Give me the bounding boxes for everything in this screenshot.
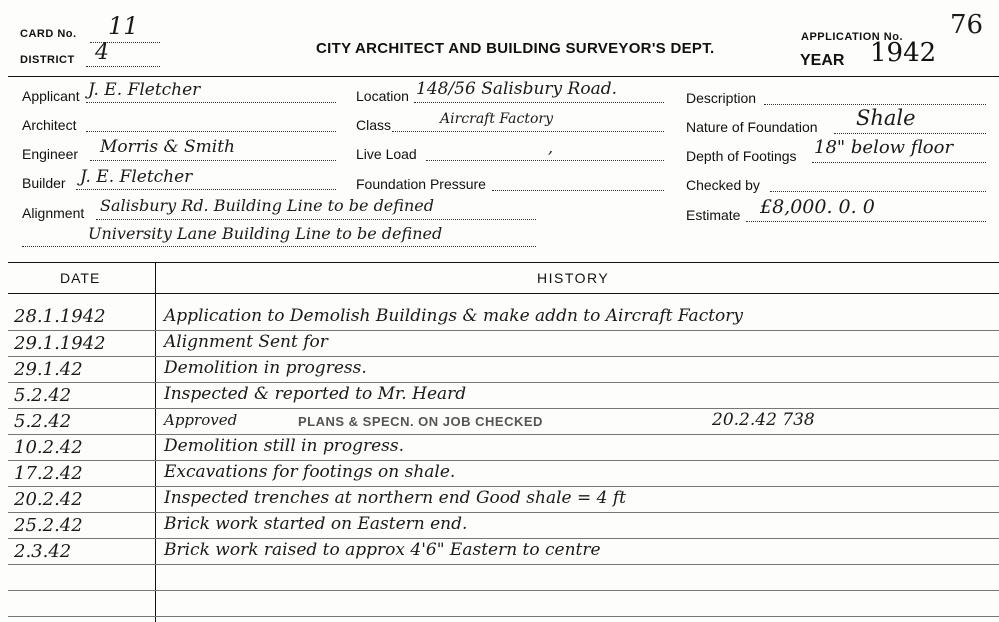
checked-by-rule — [770, 191, 986, 192]
history-rule — [8, 330, 999, 331]
builder-label: Builder — [22, 175, 66, 191]
history-entry: Demolition still in progress. — [164, 436, 405, 456]
location-rule — [414, 102, 664, 103]
engineer-rule — [90, 160, 336, 161]
card-number-value: 11 — [108, 12, 139, 40]
history-top-border — [8, 262, 999, 263]
description-label: Description — [686, 90, 757, 106]
history-rule — [8, 512, 999, 513]
live-load-value: , — [548, 138, 554, 157]
district-value: 4 — [95, 40, 109, 65]
history-rule — [8, 460, 999, 461]
builder-value: J. E. Fletcher — [80, 167, 193, 187]
history-entry: Inspected trenches at northern end Good shale = 4 ft — [164, 488, 626, 508]
history-rule — [8, 356, 999, 357]
applicant-label: Applicant — [22, 88, 80, 104]
builder-rule — [76, 189, 336, 190]
history-rule — [8, 590, 999, 591]
alignment-value: Salisbury Rd. Building Line to be defined — [100, 196, 434, 215]
estimate-value: £8,000. 0. 0 — [760, 196, 875, 218]
history-rule — [8, 616, 999, 617]
history-date: 25.2.42 — [14, 515, 83, 536]
foundation-pressure-rule — [492, 190, 664, 191]
department-title: CITY ARCHITECT AND BUILDING SURVEYOR'S DEPT. — [316, 40, 715, 57]
estimate-rule — [746, 221, 986, 222]
estimate-label: Estimate — [686, 207, 741, 223]
history-entry: Brick work raised to approx 4'6" Eastern to centre — [164, 540, 601, 560]
alignment-value-line2: University Lane Building Line to be defined — [88, 224, 443, 243]
history-date: 29.1.1942 — [14, 333, 106, 354]
engineer-value: Morris & Smith — [100, 137, 235, 157]
applicant-value: J. E. Fletcher — [88, 80, 201, 100]
applicant-rule — [86, 102, 336, 103]
alignment-label: Alignment — [22, 205, 85, 221]
depth-of-footings-label: Depth of Footings — [686, 148, 797, 164]
history-rule — [8, 564, 999, 565]
depth-of-footings-value: 18" below floor — [814, 137, 954, 158]
engineer-label: Engineer — [22, 146, 79, 162]
architect-rule — [86, 131, 336, 132]
card-number-label: CARD No. — [20, 28, 77, 40]
history-header-divider — [8, 293, 999, 294]
history-date: 5.2.42 — [14, 411, 72, 432]
history-entry-after-stamp: 20.2.42 738 — [712, 410, 815, 430]
history-entry: Brick work started on Eastern end. — [164, 514, 468, 534]
history-rule — [8, 434, 999, 435]
location-label: Location — [356, 88, 409, 104]
history-date: 10.2.42 — [14, 437, 83, 458]
class-value: Aircraft Factory — [440, 111, 554, 127]
history-entry: Application to Demolish Buildings & make addn to Aircraft Factory — [164, 306, 744, 326]
plans-checked-stamp: PLANS & SPECN. ON JOB CHECKED — [298, 414, 543, 429]
header-divider — [8, 76, 999, 77]
history-entry: Approved — [164, 411, 238, 429]
history-date: 28.1.1942 — [14, 306, 106, 327]
depth-of-footings-rule — [812, 162, 986, 163]
application-number-value: 76 — [950, 10, 984, 40]
history-rule — [8, 486, 999, 487]
history-entry: Excavations for footings on shale. — [164, 462, 456, 482]
class-label: Class — [356, 117, 392, 133]
history-date: 2.3.42 — [14, 541, 72, 562]
history-date: 20.2.42 — [14, 489, 83, 510]
checked-by-label: Checked by — [686, 177, 760, 193]
history-rule — [8, 408, 999, 409]
year-label: YEAR — [800, 52, 845, 69]
date-column-header: DATE — [60, 270, 101, 286]
architect-label: Architect — [22, 117, 77, 133]
nature-of-foundation-value: Shale — [856, 106, 916, 130]
live-load-rule — [426, 160, 664, 161]
year-value: 1942 — [870, 38, 937, 68]
history-date: 17.2.42 — [14, 463, 83, 484]
date-history-separator — [155, 262, 156, 622]
history-column-header: HISTORY — [537, 270, 610, 286]
district-rule — [86, 66, 160, 67]
history-date: 5.2.42 — [14, 385, 72, 406]
live-load-label: Live Load — [356, 146, 417, 162]
location-value: 148/56 Salisbury Road. — [416, 79, 618, 99]
description-rule — [764, 104, 986, 105]
history-entry: Demolition in progress. — [164, 358, 367, 378]
history-entry: Alignment Sent for — [164, 332, 328, 352]
class-rule — [392, 131, 664, 132]
nature-of-foundation-rule — [834, 133, 986, 134]
foundation-pressure-label: Foundation Pressure — [356, 176, 486, 192]
nature-of-foundation-label: Nature of Foundation — [686, 119, 818, 135]
history-date: 29.1.42 — [14, 359, 83, 380]
alignment-rule — [96, 219, 536, 220]
history-rule — [8, 538, 999, 539]
alignment-rule-2 — [22, 246, 536, 247]
history-rule — [8, 382, 999, 383]
history-entry: Inspected & reported to Mr. Heard — [164, 384, 467, 404]
application-number-label: APPLICATION No. — [801, 31, 904, 43]
district-label: DISTRICT — [20, 54, 75, 66]
